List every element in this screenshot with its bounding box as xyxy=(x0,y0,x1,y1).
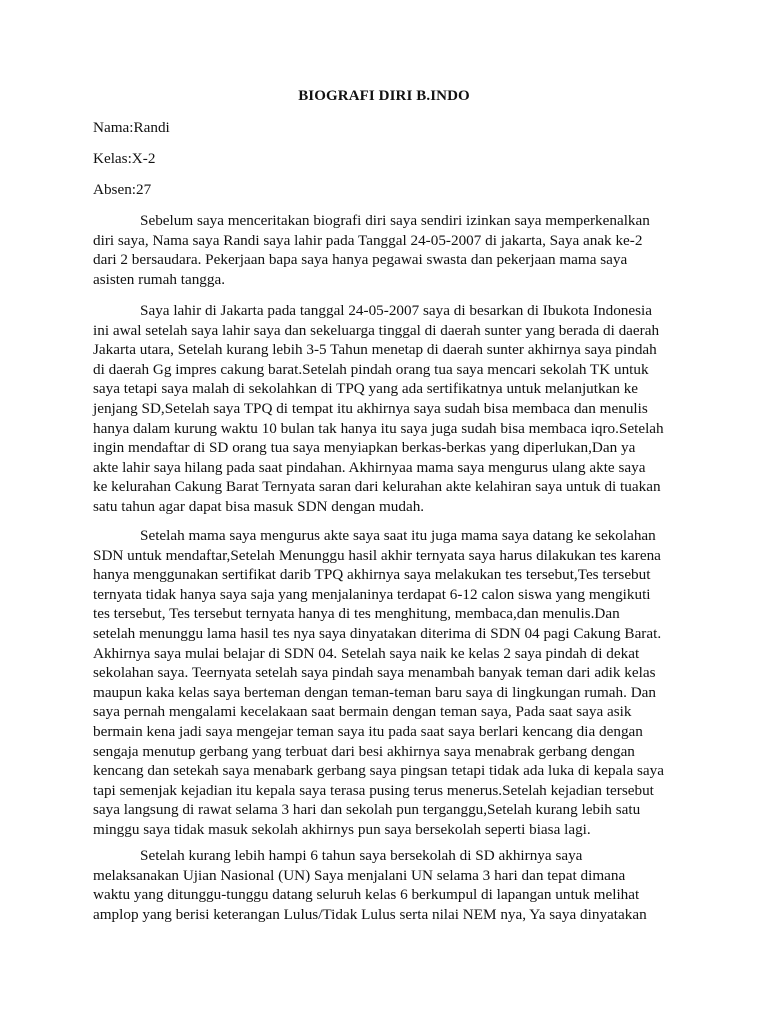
class-line: Kelas:X-2 xyxy=(93,150,156,167)
text-line: ke kelurahan Cakung Barat Ternyata saran dari kelurahan akte kelahiran saya untuk di tuakan xyxy=(93,478,661,496)
text-line: Jakarta utara, Setelah kurang lebih 3-5 Tahun menetap di daerah sunter akhirnya saya pindah xyxy=(93,341,657,359)
text-line: ingin mendaftar di SD orang tua saya menyiapkan berkas-berkas yang diperlukan,Dan ya xyxy=(93,439,636,457)
text-line: waktu yang ditunggu-tunggu datang seluruh kelas 6 berkumpul di lapangan untuk melihat xyxy=(93,886,640,904)
document-title: BIOGRAFI DIRI B.INDO xyxy=(298,88,470,104)
text-line: Akhirnya saya mulai belajar di SDN 04. Setelah saya naik ke kelas 2 saya pindah di dekat xyxy=(93,644,640,662)
text-line: Sebelum saya menceritakan biografi diri saya sendiri izinkan saya memperkenalkan xyxy=(140,212,650,229)
text-line: sekolahan saya. Teernyata setelah saya pindah saya menambah banyak teman dari adik kelas xyxy=(93,664,656,682)
text-line: amplop yang berisi keterangan Lulus/Tidak Lulus serta nilai NEM nya, Ya saya dinyatakan xyxy=(93,905,647,923)
text-line: saya tetapi saya malah di sekolahkan di TPQ yang ada sertifikatnya untuk melanjutkan ke xyxy=(93,380,639,398)
paragraph-introduction xyxy=(93,211,683,289)
paragraph-national-exam xyxy=(93,846,683,924)
text-line: SDN untuk mendaftar,Setelah Menunggu hasil akhir ternyata saya harus dilakukan tes karena xyxy=(93,546,661,564)
text-line: kencang dan setekah saya menabark gerbang saya pingsan tetapi tidak ada luka di kepala saya xyxy=(93,762,664,780)
attendance-number-line: Absen:27 xyxy=(93,181,152,198)
text-line: setelah menunggu lama hasil tes nya saya dinyatakan diterima di SDN 04 pagi Cakung Barat. xyxy=(93,624,662,642)
text-line: sengaja menutup gerbang yang terbuat dari besi akhirnya saya menabrak gerbang dengan xyxy=(93,742,635,760)
text-line: hanya dalam kurung waktu 10 bulan tak hanya itu saya juga sudah bisa membaca iqro.Setelah xyxy=(93,419,664,437)
text-line: di daerah Gg impres cakung barat.Setelah pindah orang tua saya mencari sekolah TK untuk xyxy=(93,360,649,378)
text-line: Setelah mama saya mengurus akte saya saat itu juga mama saya datang ke sekolahan xyxy=(140,527,656,544)
text-line: ini awal setelah saya lahir saya dan sekeluarga tinggal di daerah sunter yang berada di daerah xyxy=(93,321,660,339)
text-line: jenjang SD,Setelah saya TPQ di tempat itu akhirnya saya sudah bisa membaca dan menulis xyxy=(93,399,648,417)
text-line: Saya lahir di Jakarta pada tanggal 24-05-2007 saya di besarkan di Ibukota Indonesia xyxy=(140,302,652,319)
text-line: Setelah kurang lebih hampi 6 tahun saya bersekolah di SD akhirnya saya xyxy=(140,847,583,864)
text-line: akte lahir saya hilang pada saat pindahan. Akhirnyaa mama saya mengurus ulang akte saya xyxy=(93,458,646,476)
text-line: diri saya, Nama saya Randi saya lahir pada Tanggal 24-05-2007 di jakarta, Saya anak ke-2 xyxy=(93,231,643,249)
paragraph-early-life xyxy=(93,301,683,517)
text-line: ternyata tidak hanya saya saja yang menjalaninya terdapat 6-12 calon siswa yang mengikuti xyxy=(93,585,651,603)
text-line: melaksanakan Ujian Nasional (UN) Saya menjalani UN selama 3 hari dan tepat dimana xyxy=(93,866,626,884)
text-line: minggu saya tidak masuk sekolah akhirnys pun saya bersekolah seperti biasa lagi. xyxy=(93,820,591,838)
text-line: saya pernah mengalami kecelakaan saat bermain dengan teman saya, Pada saat saya asik xyxy=(93,703,632,721)
text-line: bermain kena jadi saya mengejar teman saya itu pada saat saya berlari kencang dia dengan xyxy=(93,722,643,740)
text-line: maupun kaka kelas saya berteman dengan teman-teman baru saya di lingkungan rumah. Dan xyxy=(93,683,657,701)
name-line: Nama:Randi xyxy=(93,119,170,136)
text-line: hanya menggunakan sertifikat darib TPQ akhirnya saya melakukan tes tersebut,Tes tersebut xyxy=(93,566,651,584)
text-line: asisten rumah tangga. xyxy=(93,270,226,288)
text-line: satu tahun agar dapat bisa masuk SDN dengan mudah. xyxy=(93,497,425,515)
text-line: saya langsung di rawat selama 3 hari dan sekolah pun terganggu,Setelah kurang lebih satu xyxy=(93,801,641,819)
text-line: tapi semenjak kejadian itu kepala saya terasa pusing terus menerus.Setelah kejadian tersebut xyxy=(93,781,654,799)
text-line: dari 2 bersaudara. Pekerjaan bapa saya hanya pegawai swasta dan pekerjaan mama saya xyxy=(93,251,628,269)
text-line: tes tersebut, Tes tersebut ternyata hanya di tes menghitung, membaca,dan menulis.Dan xyxy=(93,605,620,623)
paragraph-elementary-school xyxy=(93,526,683,840)
